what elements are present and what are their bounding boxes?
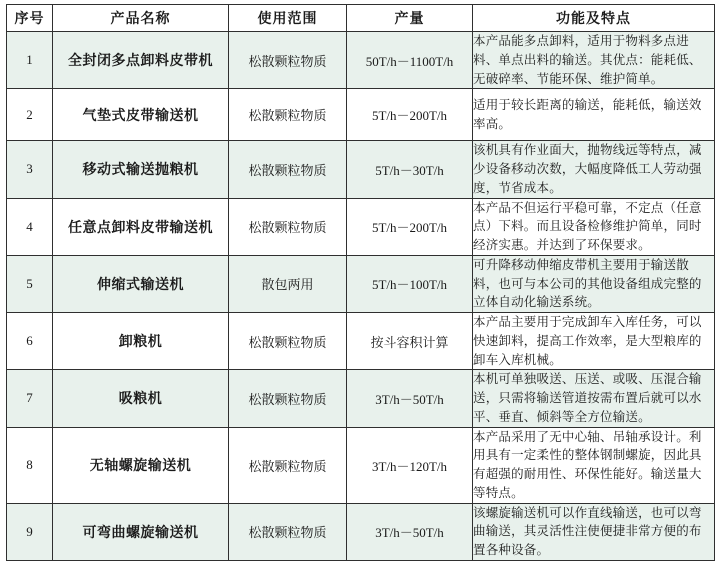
cell-features: 该机具有作业面大，抛物线远等特点，减少设备移动次数，大幅度降低工人劳动强度，节省成本。 [473, 141, 715, 198]
cell-scope: 松散颗粒物质 [229, 32, 347, 89]
cell-features: 可升降移动伸缩皮带机主要用于输送散料，也可与本公司的其他设备组成完整的立体自动化输送系统。 [473, 255, 715, 312]
cell-product-name: 气垫式皮带输送机 [53, 89, 229, 141]
table-row [7, 141, 715, 198]
cell-features: 本产品能多点卸料，适用于物料多点进料、单点出料的输送。其优点：能耗低、无破碎率、节能环保、维护简单。 [473, 32, 715, 89]
cell-features: 该螺旋输送机可以作直线输送，也可以弯曲输送，其灵活性注使便捷非常方便的布置各种设备。 [473, 503, 715, 560]
table-row [7, 503, 715, 560]
cell-scope: 松散颗粒物质 [229, 313, 347, 370]
cell-no: 8 [7, 427, 53, 503]
column-header-scope: 使用范围 [229, 5, 347, 32]
cell-features: 本产品不但运行平稳可靠，不定点（任意点）下料。而且设备检修维护简单，同时经济实惠。并达到了环保要求。 [473, 198, 715, 255]
cell-no: 5 [7, 255, 53, 312]
cell-output: 3T/h－120T/h [347, 427, 473, 503]
column-header-name: 产品名称 [53, 5, 229, 32]
table-row [7, 89, 715, 141]
cell-output: 按斗容积计算 [347, 313, 473, 370]
cell-product-name: 全封闭多点卸料皮带机 [53, 32, 229, 89]
cell-scope: 松散颗粒物质 [229, 198, 347, 255]
cell-features: 本机可单独吸送、压送、或吸、压混合输送，只需将输送管道按需布置后就可以水平、垂直、倾斜等全方位输送。 [473, 370, 715, 427]
cell-product-name: 伸缩式输送机 [53, 255, 229, 312]
cell-scope: 松散颗粒物质 [229, 427, 347, 503]
cell-product-name: 可弯曲螺旋输送机 [53, 503, 229, 560]
cell-product-name: 吸粮机 [53, 370, 229, 427]
cell-output: 5T/h－200T/h [347, 198, 473, 255]
cell-no: 7 [7, 370, 53, 427]
cell-product-name: 无轴螺旋输送机 [53, 427, 229, 503]
cell-scope: 松散颗粒物质 [229, 141, 347, 198]
column-header-output: 产量 [347, 5, 473, 32]
cell-no: 9 [7, 503, 53, 560]
cell-scope: 散包两用 [229, 255, 347, 312]
cell-no: 1 [7, 32, 53, 89]
table-row [7, 427, 715, 503]
cell-no: 6 [7, 313, 53, 370]
table-row [7, 198, 715, 255]
cell-scope: 松散颗粒物质 [229, 370, 347, 427]
header-row [7, 5, 715, 32]
cell-no: 2 [7, 89, 53, 141]
cell-output: 3T/h－50T/h [347, 370, 473, 427]
cell-output: 5T/h－100T/h [347, 255, 473, 312]
cell-product-name: 移动式输送抛粮机 [53, 141, 229, 198]
table-row [7, 370, 715, 427]
table-body [7, 32, 715, 561]
cell-output: 50T/h－1100T/h [347, 32, 473, 89]
table-row [7, 313, 715, 370]
cell-features: 本产品采用了无中心轴、吊轴承设计。利用具有一定柔性的整体钢制螺旋，因此具有超强的耐用性、环保性能好。输送量大等特点。 [473, 427, 715, 503]
column-header-no: 序号 [7, 5, 53, 32]
column-header-features: 功能及特点 [473, 5, 715, 32]
cell-scope: 松散颗粒物质 [229, 503, 347, 560]
cell-features: 本产品主要用于完成卸车入库任务，可以快速卸料，提高工作效率，是大型粮库的卸车入库机械。 [473, 313, 715, 370]
table-row [7, 32, 715, 89]
cell-scope: 松散颗粒物质 [229, 89, 347, 141]
cell-no: 3 [7, 141, 53, 198]
cell-product-name: 卸粮机 [53, 313, 229, 370]
table-header [7, 5, 715, 32]
cell-features: 适用于较长距离的输送，能耗低，输送效率高。 [473, 89, 715, 141]
cell-output: 5T/h－200T/h [347, 89, 473, 141]
table-row [7, 255, 715, 312]
cell-output: 3T/h－50T/h [347, 503, 473, 560]
cell-output: 5T/h－30T/h [347, 141, 473, 198]
cell-product-name: 任意点卸料皮带输送机 [53, 198, 229, 255]
product-table [6, 4, 715, 561]
cell-no: 4 [7, 198, 53, 255]
